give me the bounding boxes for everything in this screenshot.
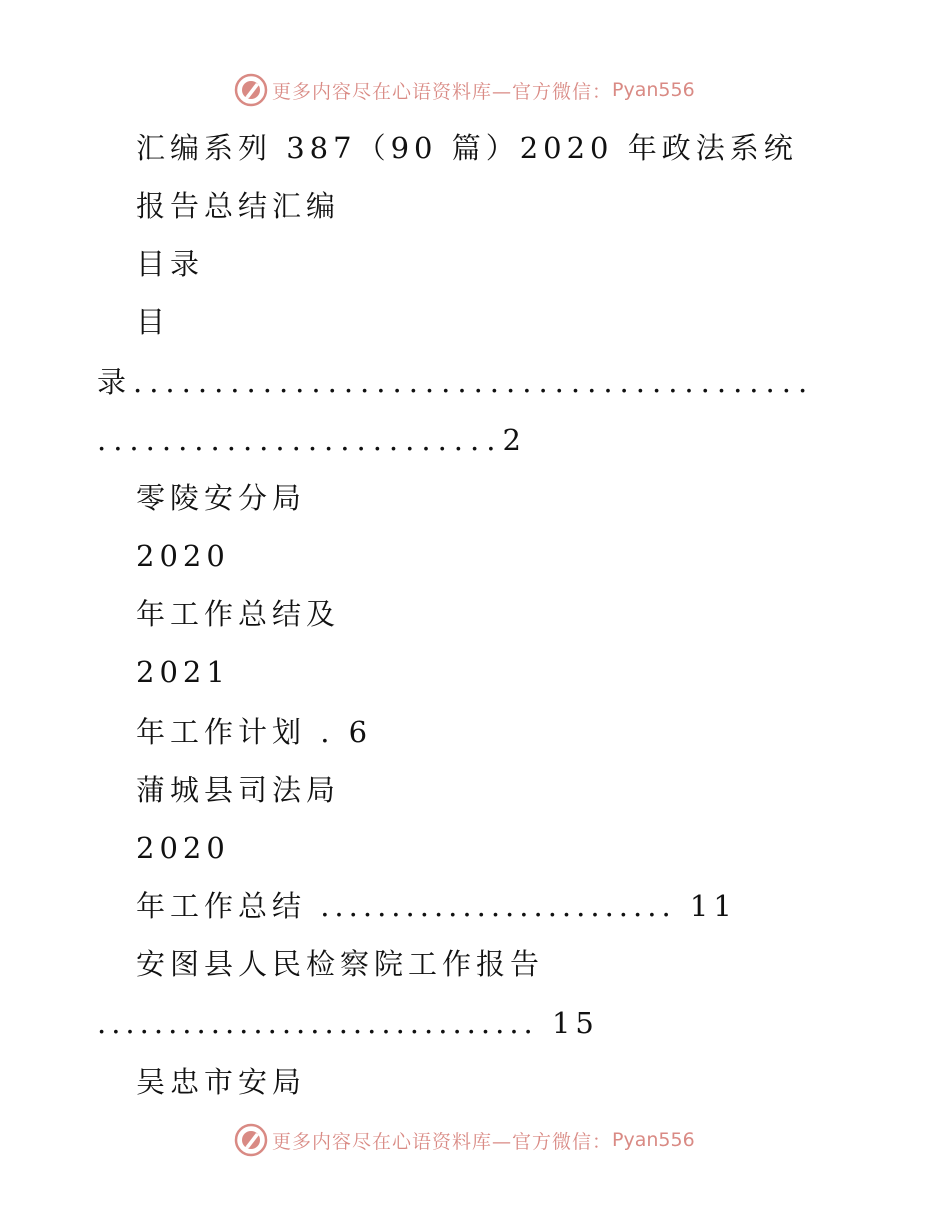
toc-entry-start: 目 bbox=[136, 305, 171, 339]
watermark-top bbox=[234, 72, 695, 108]
toc-entry: 安图县人民检察院工作报告 bbox=[136, 947, 545, 981]
toc-entry: 2021 bbox=[136, 655, 230, 689]
watermark-handle: Pyan556 bbox=[612, 1129, 695, 1151]
toc-entry: 2020 bbox=[136, 831, 230, 865]
watermark-handle: Pyan556 bbox=[612, 79, 695, 101]
doc-title-line2: 报告总结汇编 bbox=[136, 189, 341, 223]
pen-logo-icon bbox=[234, 1123, 268, 1157]
pen-logo-icon bbox=[234, 73, 268, 107]
toc-entry: 零陵安分局 bbox=[136, 481, 307, 515]
toc-entry: 年工作计划 . 6 bbox=[136, 715, 373, 749]
toc-entry: 吴忠市安局 bbox=[136, 1065, 307, 1099]
toc-heading: 目录 bbox=[136, 247, 205, 281]
toc-entry-leader: ............................... 15 bbox=[97, 1006, 599, 1040]
toc-entry: 2020 bbox=[136, 539, 230, 573]
toc-entry-leader: .........................2 bbox=[97, 423, 528, 457]
toc-entry: 蒲城县司法局 bbox=[136, 773, 341, 807]
toc-entry-rest: 录.......................................... bbox=[97, 365, 815, 399]
watermark-text: 更多内容尽在心语资料库—官方微信： bbox=[272, 1130, 613, 1153]
watermark-bottom bbox=[234, 1122, 695, 1158]
toc-entry: 年工作总结及 bbox=[136, 597, 341, 631]
doc-title-line1: 汇编系列 387（90 篇）2020 年政法系统 bbox=[136, 131, 798, 165]
toc-entry: 年工作总结 ......................... 11 bbox=[136, 889, 737, 923]
watermark-text: 更多内容尽在心语资料库—官方微信： bbox=[272, 80, 613, 103]
